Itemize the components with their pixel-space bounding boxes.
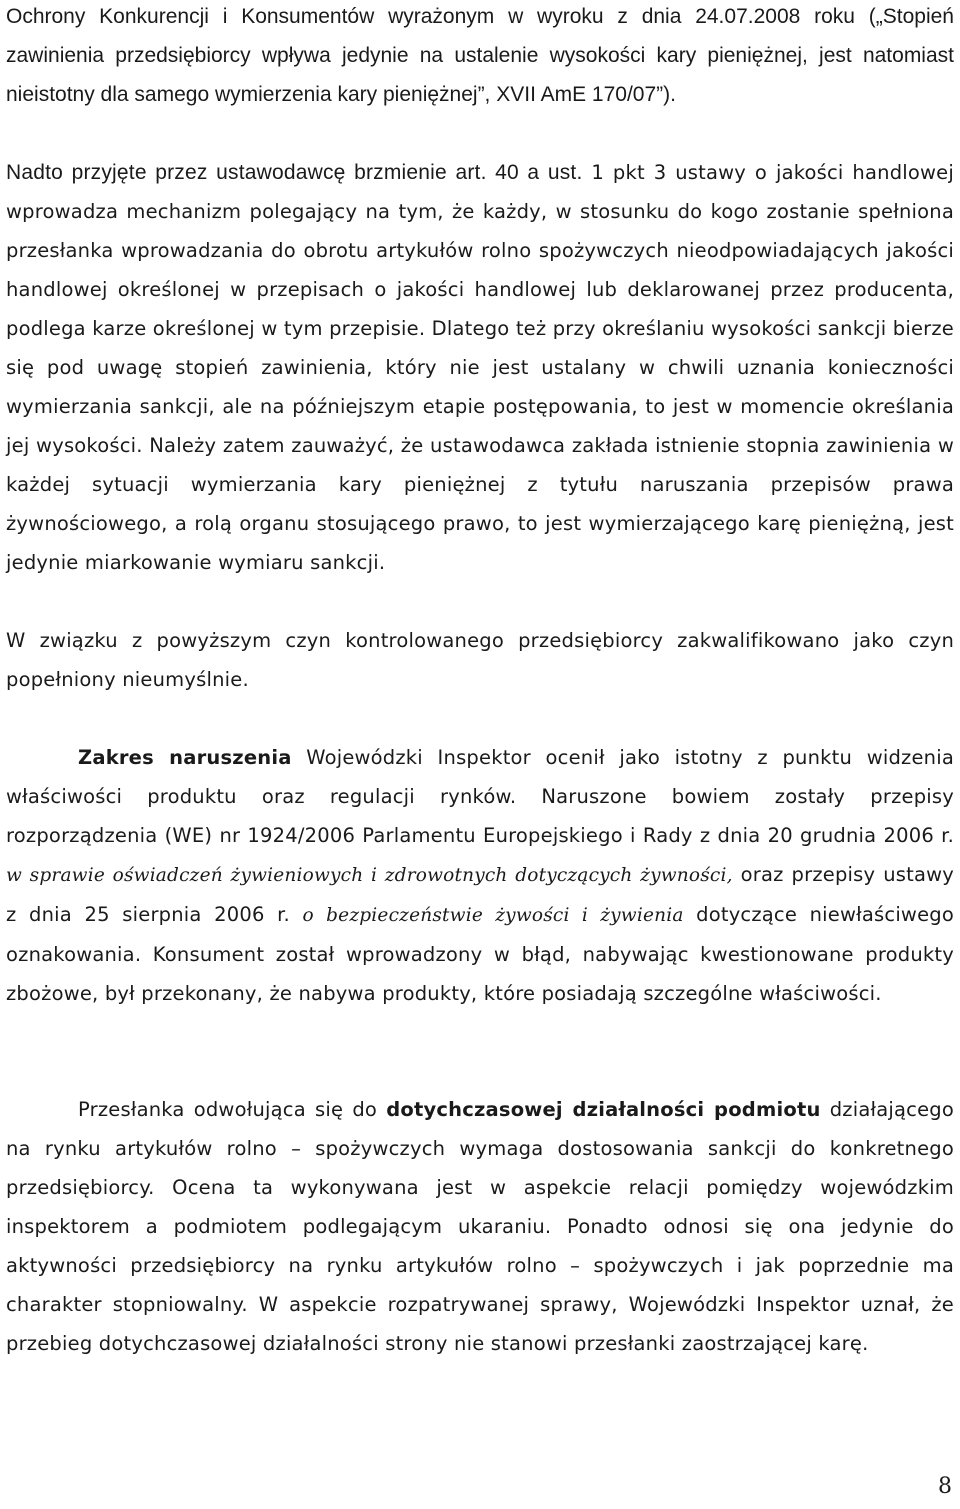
paragraph-5-text-1: Przesłanka odwołująca się do [78,1098,387,1121]
paragraph-2-text: 1 pkt 3 ustawy o jakości handlowej wprowadza mechanizm polegający na tym, że każdy, w stosunku do kogo zostanie spełniona przesłanka wprowadzania do obrotu artykułów rolno spożywczych nieodpowiadających jakości handlowej określonej w przepisach o jakości handlowej lub deklarowanej przez producenta, podlega karze określonej w tym przepisie. Dlatego też przy określaniu wysokości sankcji bierze się pod uwagę stopień zawinienia, który nie jest ustalany w chwili uznania konieczności wymierzania sankcji, ale na późniejszym etapie postępowania, to jest w momencie określania jej wysokości. Należy zatem zauważyć, że ustawodawca zakłada istnienie stopnia zawinienia w każdej sytuacji wymierzania kary pieniężnej z tytułu naruszania przepisów prawa żywnościowego, a rolą organu stosującego prawo, to jest wymierzającego karę pieniężną, jest jedynie miarkowanie wymiaru sankcji. [6,161,954,574]
paragraph-5-text-2: działającego na rynku artykułów rolno – spożywczych wymaga dostosowania sankcji do konkretnego przedsiębiorcy. Ocena ta wykonywana jest w aspekcie relacji pomiędzy wojewódzkim inspektorem a podmiotem podlegającym ukaraniu. Ponadto odnosi się ona jedynie do aktywności przedsiębiorcy na rynku artykułów rolno – spożywczych i jak poprzednie ma charakter stopniowalny. W aspekcie rozpatrywanej sprawy, Wojewódzki Inspektor uznał, że przebieg dotychczasowej działalności strony nie stanowi przesłanki zaostrzającej karę. [6,1098,954,1355]
paragraph-2 [6,153,954,582]
paragraph-4-heading: Zakres naruszenia [78,746,292,769]
paragraph-1 [6,0,954,114]
paragraph-3-text: W związku z powyższym czyn kontrolowanego przedsiębiorcy zakwalifikowano jako czyn popełniony nieumyślnie. [6,629,954,691]
paragraph-4 [6,738,954,1013]
paragraph-3 [6,621,954,699]
paragraph-5 [6,1090,954,1363]
page-number: 8 [938,1474,952,1499]
paragraph-2-lead: Nadto przyjęte przez ustawodawcę brzmienie art. 40 a ust. [6,161,583,184]
paragraph-4-text-2: oraz przepisy ustawy z dnia 25 sierpnia 2006 r. [6,863,955,926]
paragraph-4-italic-2: o bezpieczeństwie żywości i żywienia [302,905,684,926]
paragraph-1-text: Ochrony Konkurencji i Konsumentów wyrażonym w wyroku z dnia 24.07.2008 roku („Stopień zawinienia przedsiębiorcy wpływa jedynie na ustalenie wysokości kary pieniężnej, jest natomiast nieistotny dla samego wymierzenia kary pieniężnej”, XVII AmE 170/07”). [6,5,954,106]
paragraph-4-italic-1: w sprawie oświadczeń żywieniowych i zdrowotnych dotyczących żywności, [6,865,733,886]
paragraph-5-bold: dotychczasowej działalności podmiotu [386,1098,821,1121]
paragraph-4-text-1: Wojewódzki Inspektor ocenił jako istotny z punktu widzenia właściwości produktu oraz regulacji rynków. Naruszone bowiem zostały przepisy rozporządzenia (WE) nr 1924/2006 Parlamentu Europejskiego i Rady z dnia 20 grudnia 2006 r. [6,746,954,847]
paragraph-4-text-3: dotyczące niewłaściwego oznakowania. Konsument został wprowadzony w błąd, nabywając kwestionowane produkty zbożowe, był przekonany, że nabywa produkty, które posiadają szczególne właściwości. [6,903,954,1005]
